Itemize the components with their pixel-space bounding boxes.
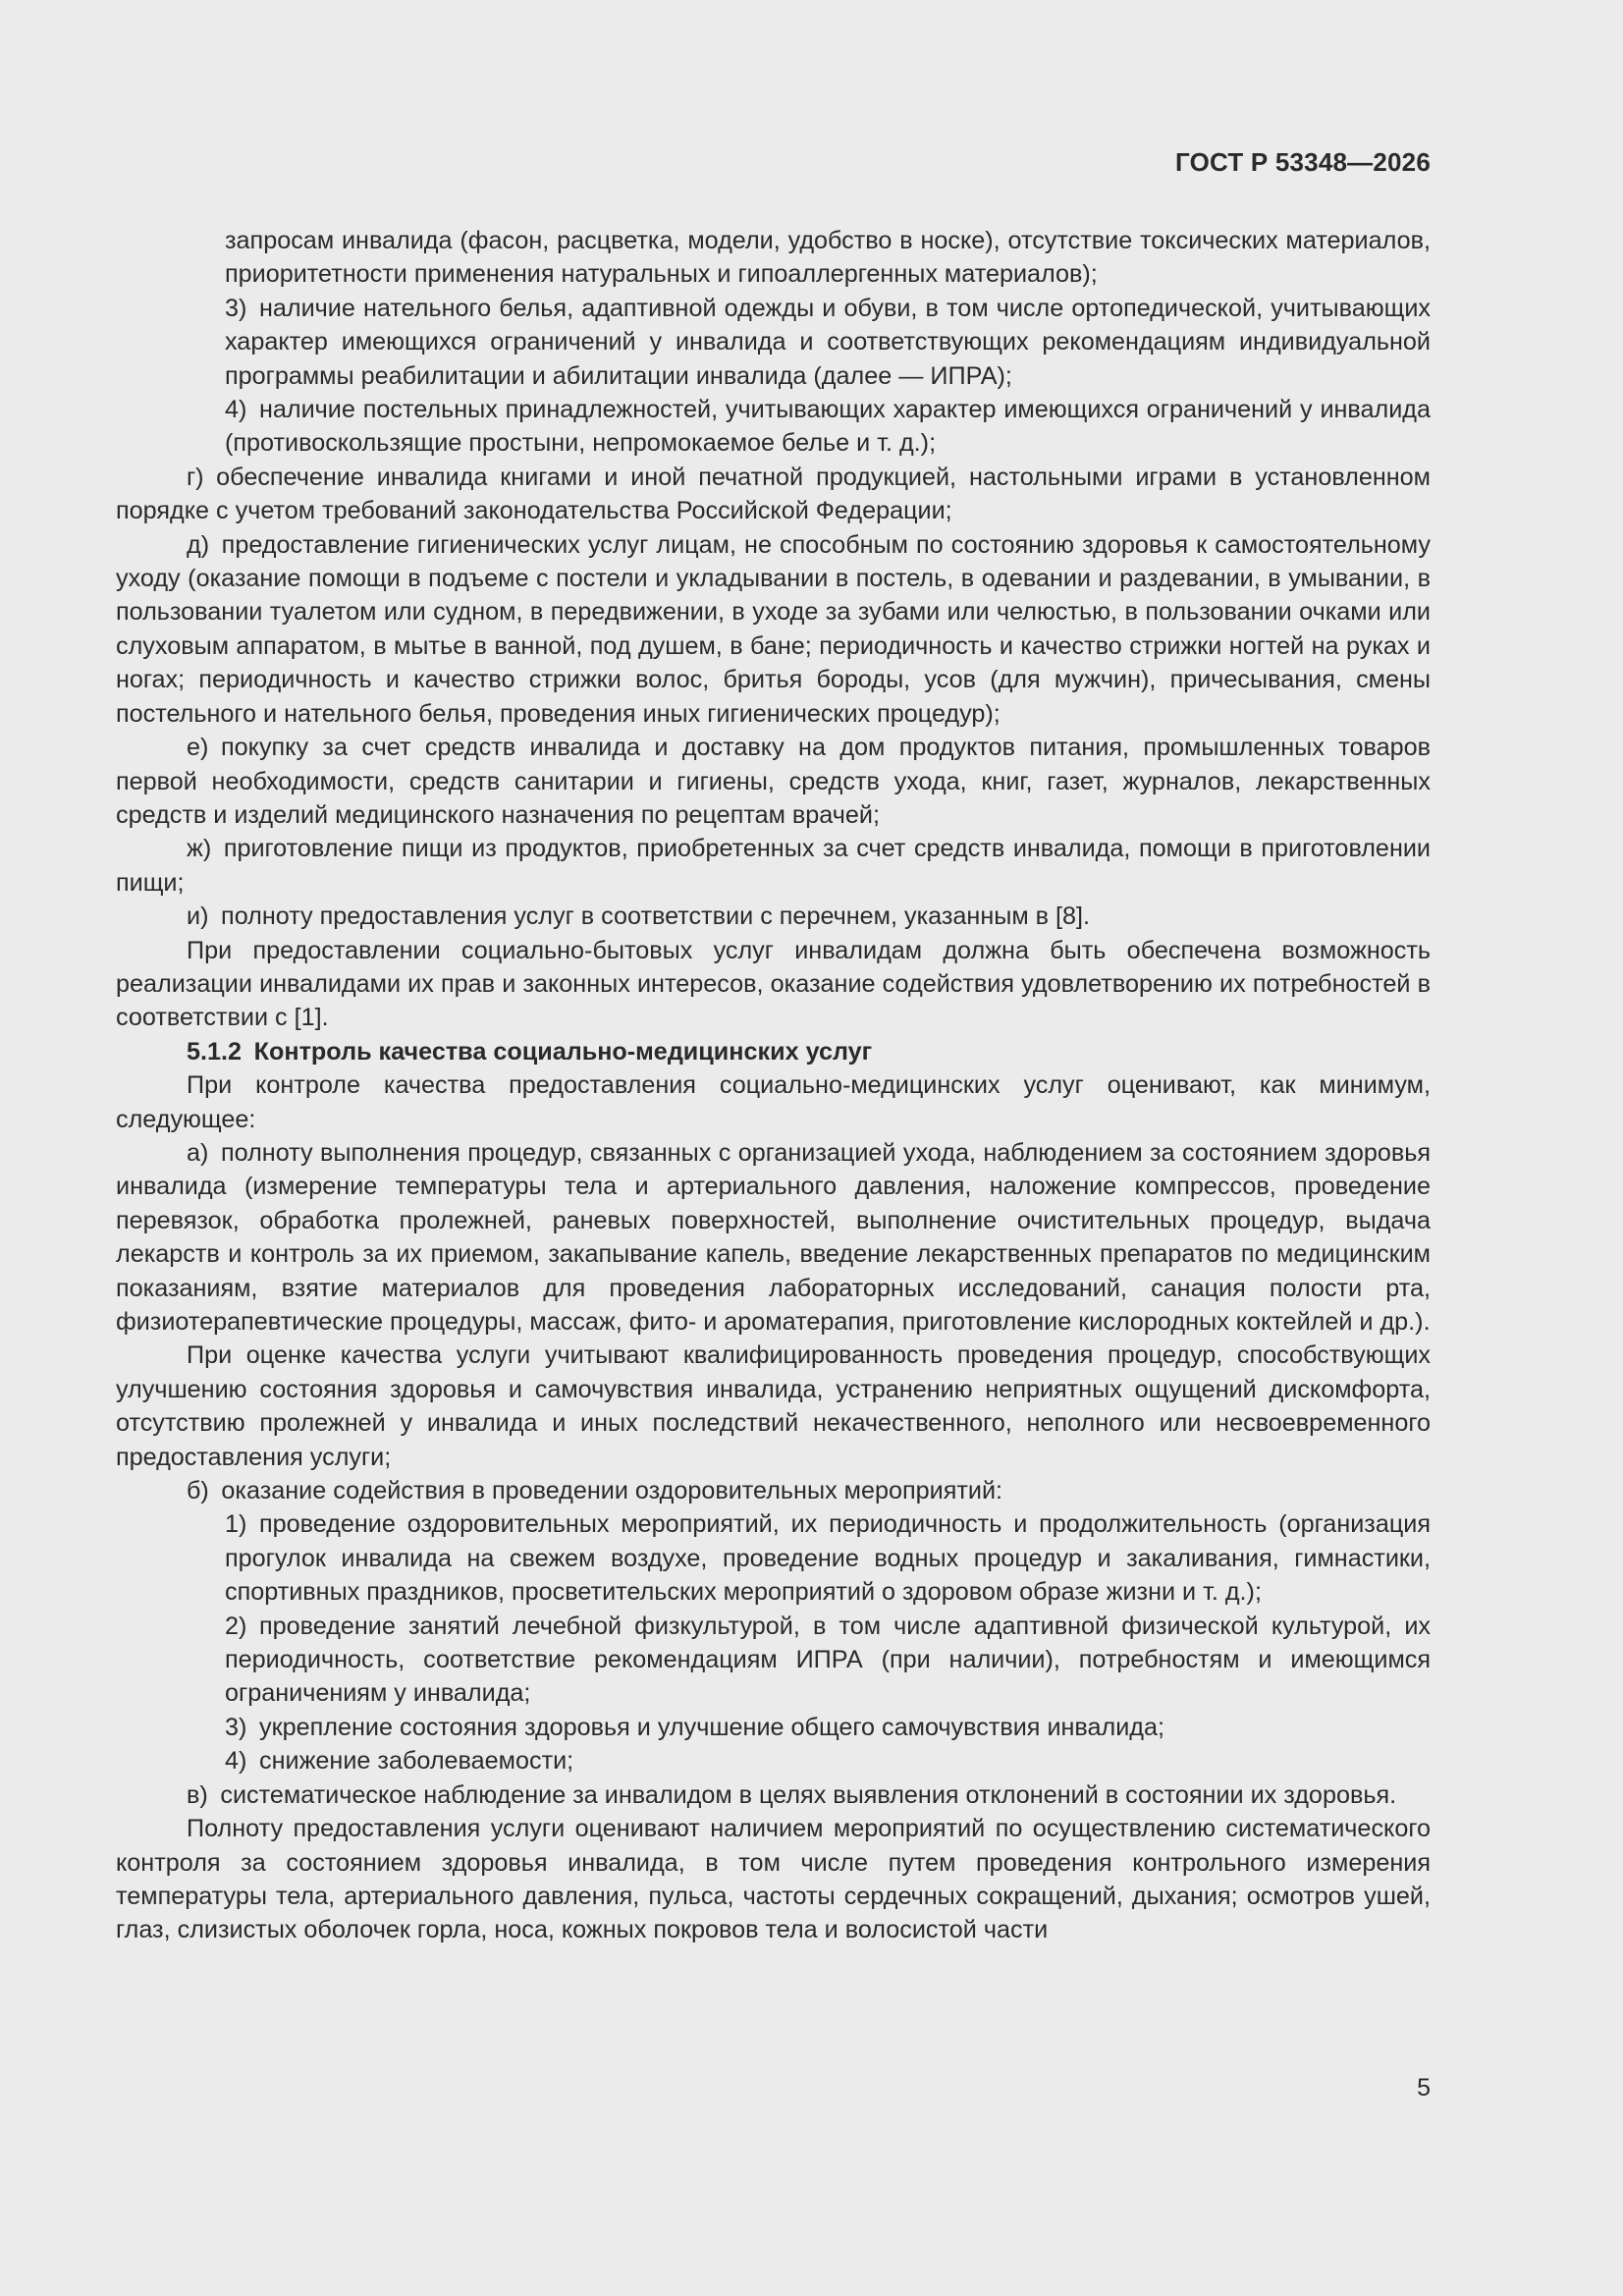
paragraph: При контроле качества предоставления социально-медицинских услуг оценивают, как минимум, следующее: xyxy=(116,1071,1431,1133)
paragraph: Полноту предоставления услуги оценивают наличием мероприятий по осуществлению систематического контроля за состоянием здоровья инвалида, в том числе путем проведения контрольного измерения температуры тела, артериального давления, пульса, частоты сердечных сокращений, дыхания; осмотров ушей, глаз, слизистых оболочек горла, носа, кожных покровов тела и волосистой части xyxy=(116,1815,1431,1944)
paragraph: запросам инвалида (фасон, расцветка, модели, удобство в носке), отсутствие токсических материалов, приоритетности применения натуральных и гипоаллергенных материалов); xyxy=(225,227,1431,289)
page-number: 5 xyxy=(1417,2074,1431,2102)
paragraph: При предоставлении социально-бытовых услуг инвалидам должна быть обеспечена возможность реализации инвалидами их прав и законных интересов, оказание содействия удовлетворению их потребностей в соответствии с [1]. xyxy=(116,936,1431,1032)
paragraph: е) покупку за счет средств инвалида и доставку на дом продуктов питания, промышленных товаров первой необходимости, средств санитарии и гигиены, средств ухода, книг, газет, журналов, лекарственных средств и изделий медицинского назначения по рецептам врачей; xyxy=(116,734,1431,829)
section-heading: 5.1.2 Контроль качества социально-медицинских услуг xyxy=(187,1037,873,1066)
paragraph: в) систематическое наблюдение за инвалидом в целях выявления отклонений в состоянии их здоровья. xyxy=(187,1780,1397,1809)
paragraph: б) оказание содействия в проведении оздоровительных мероприятий: xyxy=(187,1477,1003,1505)
paragraph: При оценке качества услуги учитывают квалифицированность проведения процедур, способствующих улучшению состояния здоровья и самочувствия инвалида, устранению неприятных ощущений дискомфорта, отсутствию пролежней у инвалида и иных последствий некачественного, неполного или несвоевременного предоставления услуги; xyxy=(116,1341,1431,1471)
paragraph: д) предоставление гигиенических услуг лицам, не способным по состоянию здоровья к самостоятельному уходу (оказание помощи в подъеме с постели и укладывании в постель, в одевании и раздевании, в умывании, в пользовании туалетом или судном, в передвижении, в уходе за зубами или челюстью, в пользовании очками или слуховым аппаратом, в мытье в ванной, под душем, в бане; периодичность и качество стрижки ногтей на руках и ногах; периодичность и качество стрижки волос, бритья бороды, усов (для мужчин), причесывания, смены постельного и нательного белья, проведения иных гигиенических процедур); xyxy=(116,530,1431,728)
paragraph: 3) наличие нательного белья, адаптивной одежды и обуви, в том числе ортопедической, учитывающих характер имеющихся ограничений у инвалида и соответствующих рекомендациям индивидуальной программы реабилитации и абилитации инвалида (далее — ИПРА); xyxy=(225,294,1431,390)
document-header-id: ГОСТ Р 53348—2026 xyxy=(1175,147,1431,177)
paragraph: ж) приготовление пищи из продуктов, приобретенных за счет средств инвалида, помощи в приготовлении пищи; xyxy=(116,835,1431,897)
paragraph: 1) проведение оздоровительных мероприятий, их периодичность и продолжительность (организация прогулок инвалида на свежем воздухе, проведение водных процедур и закаливания, гимнастики, спортивных праздников, просветительских мероприятий о здоровом образе жизни и т. д.); xyxy=(225,1510,1431,1607)
paragraph: и) полноту предоставления услуг в соответствии с перечнем, указанным в [8]. xyxy=(187,902,1091,931)
paragraph: 3) укрепление состояния здоровья и улучшение общего самочувствия инвалида; xyxy=(225,1713,1165,1741)
paragraph: 2) проведение занятий лечебной физкультурой, в том числе адаптивной физической культурой, их периодичность, соответствие рекомендациям ИПРА (при наличии), потребностям и имеющимся ограничениям у инвалида; xyxy=(225,1612,1431,1708)
paragraph: 4) наличие постельных принадлежностей, учитывающих характер имеющихся ограничений у инвалида (противоскользящие простыни, непромокаемое белье и т. д.); xyxy=(225,396,1431,458)
paragraph: а) полноту выполнения процедур, связанных с организацией ухода, наблюдением за состоянием здоровья инвалида (измерение температуры тела и артериального давления, наложение компрессов, проведение перевязок, обработка пролежней, раневых поверхностей, выполнение очистительных процедур, выдача лекарств и контроль за их приемом, закапывание капель, введение лекарственных препаратов по медицинским показаниям, взятие материалов для проведения лабораторных исследований, санация полости рта, физиотерапевтические процедуры, массаж, фито- и ароматерапия, приготовление кислородных коктейлей и др.). xyxy=(116,1138,1431,1336)
document-body xyxy=(116,224,1431,1947)
paragraph: г) обеспечение инвалида книгами и иной печатной продукцией, настольными играми в установленном порядке с учетом требований законодательства Российской Федерации; xyxy=(116,463,1431,525)
paragraph: 4) снижение заболеваемости; xyxy=(225,1747,574,1776)
